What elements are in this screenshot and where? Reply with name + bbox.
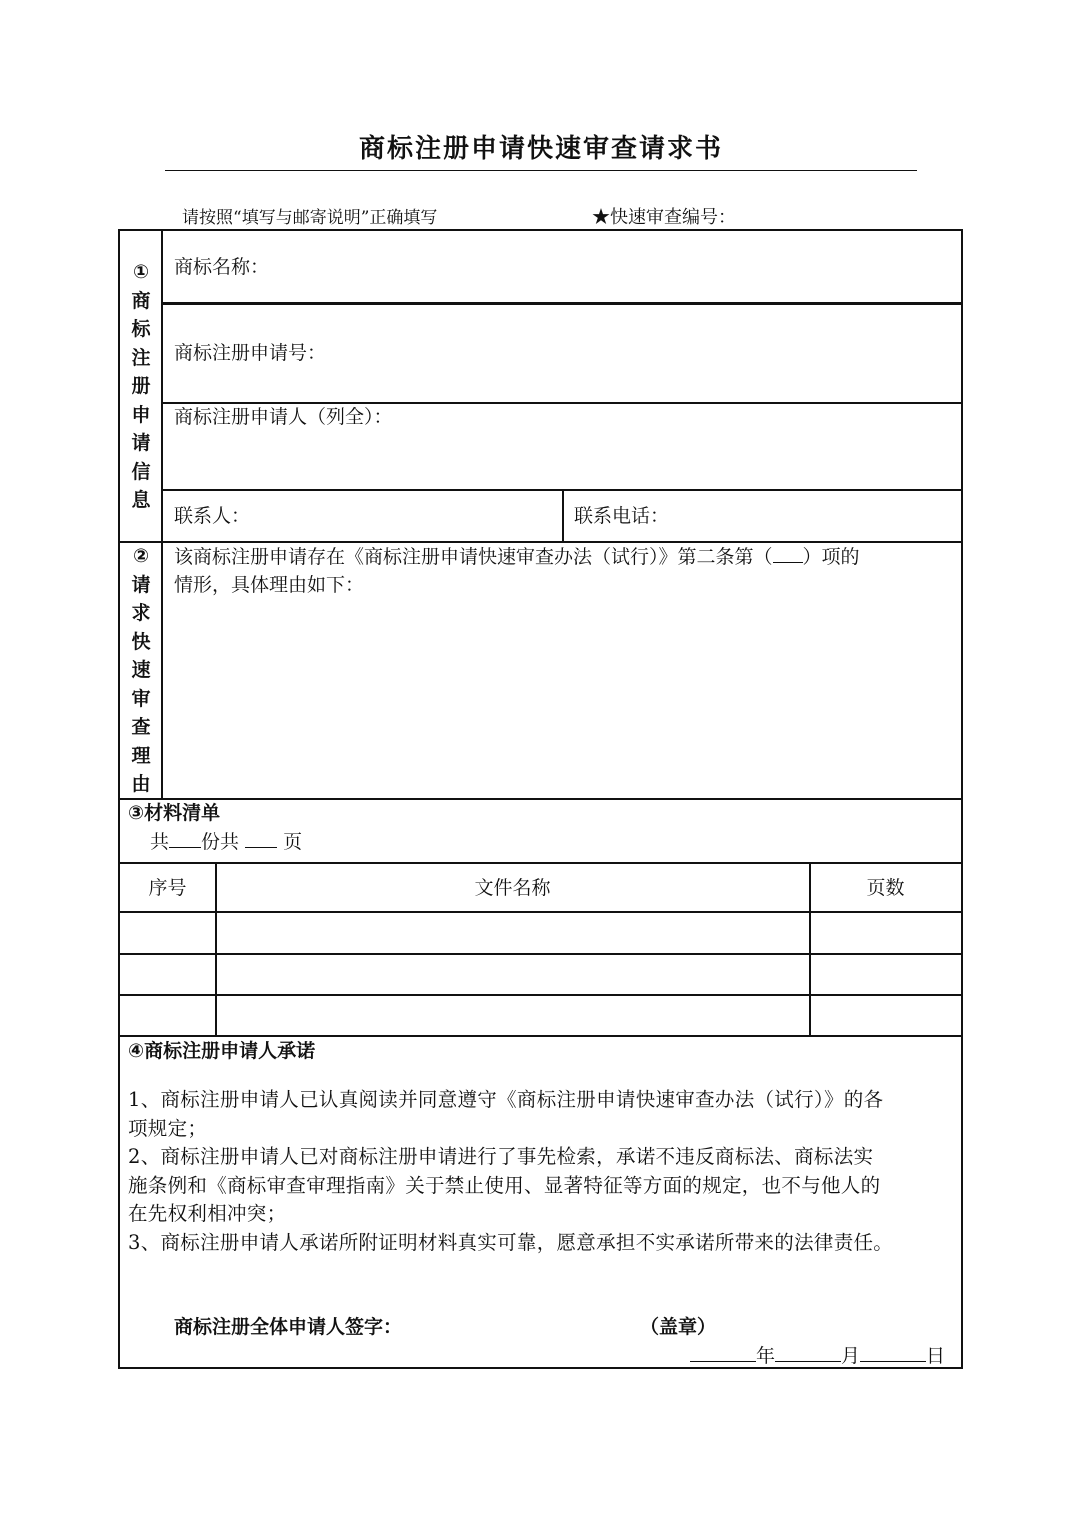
date-unit: 年 xyxy=(756,1345,776,1367)
table-row[interactable] xyxy=(120,955,961,994)
commitment-text xyxy=(128,1086,954,1258)
row-rule xyxy=(120,798,961,800)
count-text: 共 xyxy=(150,831,170,853)
title-underline xyxy=(165,170,917,171)
label-char: 申 xyxy=(131,403,151,426)
commitment-line: 1、商标注册申请人已认真阅读并同意遵守《商标注册申请快速审查办法（试行）》的各 xyxy=(128,1088,884,1111)
section1-2-divider xyxy=(161,231,163,799)
table-row[interactable] xyxy=(120,913,961,953)
label-char: 信 xyxy=(131,460,151,483)
label-char: 请 xyxy=(131,432,151,454)
label-char: 审 xyxy=(131,687,151,710)
commitment-heading: ④商标注册申请人承诺 xyxy=(128,1040,316,1062)
commitment-line: 项规定； xyxy=(128,1116,208,1140)
signature-label: 商标注册全体申请人签字： xyxy=(174,1316,403,1338)
commitment-line: 在先权利相冲突； xyxy=(128,1202,287,1226)
signature-date[interactable] xyxy=(690,1342,945,1370)
month-blank[interactable] xyxy=(775,1343,841,1362)
review-number-label: ★快速审查编号： xyxy=(592,207,736,228)
item-number-blank[interactable] xyxy=(773,544,803,563)
row-rule xyxy=(120,862,961,864)
column-header-serial: 序号 xyxy=(148,877,187,899)
label-char: 请 xyxy=(131,573,151,596)
year-blank[interactable] xyxy=(690,1343,756,1362)
commitment-line: 施条例和《商标审查审理指南》关于禁止使用、显著特征等方面的规定，也不与他人的 xyxy=(128,1173,881,1197)
commitment-line: 3、商标注册申请人承诺所附证明材料真实可靠，愿意承担不实承诺所带来的法律责任。 xyxy=(128,1230,894,1254)
commitment-line: 2、商标注册申请人已对商标注册申请进行了事先检索，承诺不违反商标法、商标法实 xyxy=(128,1145,874,1169)
form-title: 商标注册申请快速审查请求书 xyxy=(358,134,723,164)
label-char: 快 xyxy=(131,630,151,653)
date-unit: 日 xyxy=(926,1345,946,1367)
pages-blank[interactable] xyxy=(245,829,277,848)
contact-person-field[interactable]: 联系人： xyxy=(174,505,251,527)
materials-heading: ③材料清单 xyxy=(128,802,221,824)
row-rule xyxy=(163,302,961,305)
request-reason-statement[interactable] xyxy=(174,543,956,571)
count-text: 页 xyxy=(283,831,303,853)
section1-side-label xyxy=(121,258,161,515)
statement-text: 该商标注册申请存在《商标注册申请快速审查办法（试行）》第二条第（ xyxy=(174,546,773,568)
section2-number: ② xyxy=(132,545,150,567)
date-unit: 月 xyxy=(841,1345,861,1367)
applicant-list-field[interactable]: 商标注册申请人（列全）： xyxy=(174,406,393,428)
statement-text: ）项的 xyxy=(802,546,860,568)
table-row[interactable] xyxy=(120,996,961,1035)
column-header-filename: 文件名称 xyxy=(474,877,551,899)
materials-count[interactable] xyxy=(150,828,302,856)
fill-instruction: 请按照“填写与邮寄说明”正确填写 xyxy=(182,208,438,228)
label-char: 由 xyxy=(131,773,151,795)
contact-divider xyxy=(562,490,564,541)
section2-side-label xyxy=(121,542,161,799)
label-char: 查 xyxy=(131,716,151,738)
count-text: 份共 xyxy=(201,831,240,853)
request-reason-line2: 情形，具体理由如下： xyxy=(174,574,365,596)
section1-number: ① xyxy=(132,261,150,283)
label-char: 求 xyxy=(131,602,151,624)
copies-blank[interactable] xyxy=(169,829,201,848)
label-char: 注 xyxy=(131,346,151,369)
label-char: 理 xyxy=(131,744,151,767)
seal-label: （盖章） xyxy=(640,1316,717,1338)
label-char: 标 xyxy=(131,318,151,340)
column-header-pages: 页数 xyxy=(866,877,905,899)
label-char: 速 xyxy=(131,659,151,681)
application-number-field[interactable]: 商标注册申请号： xyxy=(174,342,327,364)
day-blank[interactable] xyxy=(860,1343,926,1362)
contact-phone-field[interactable]: 联系电话： xyxy=(574,505,670,527)
label-char: 商 xyxy=(131,289,151,312)
trademark-name-field[interactable]: 商标名称： xyxy=(174,256,270,278)
label-char: 息 xyxy=(131,489,151,511)
label-char: 册 xyxy=(131,375,151,397)
